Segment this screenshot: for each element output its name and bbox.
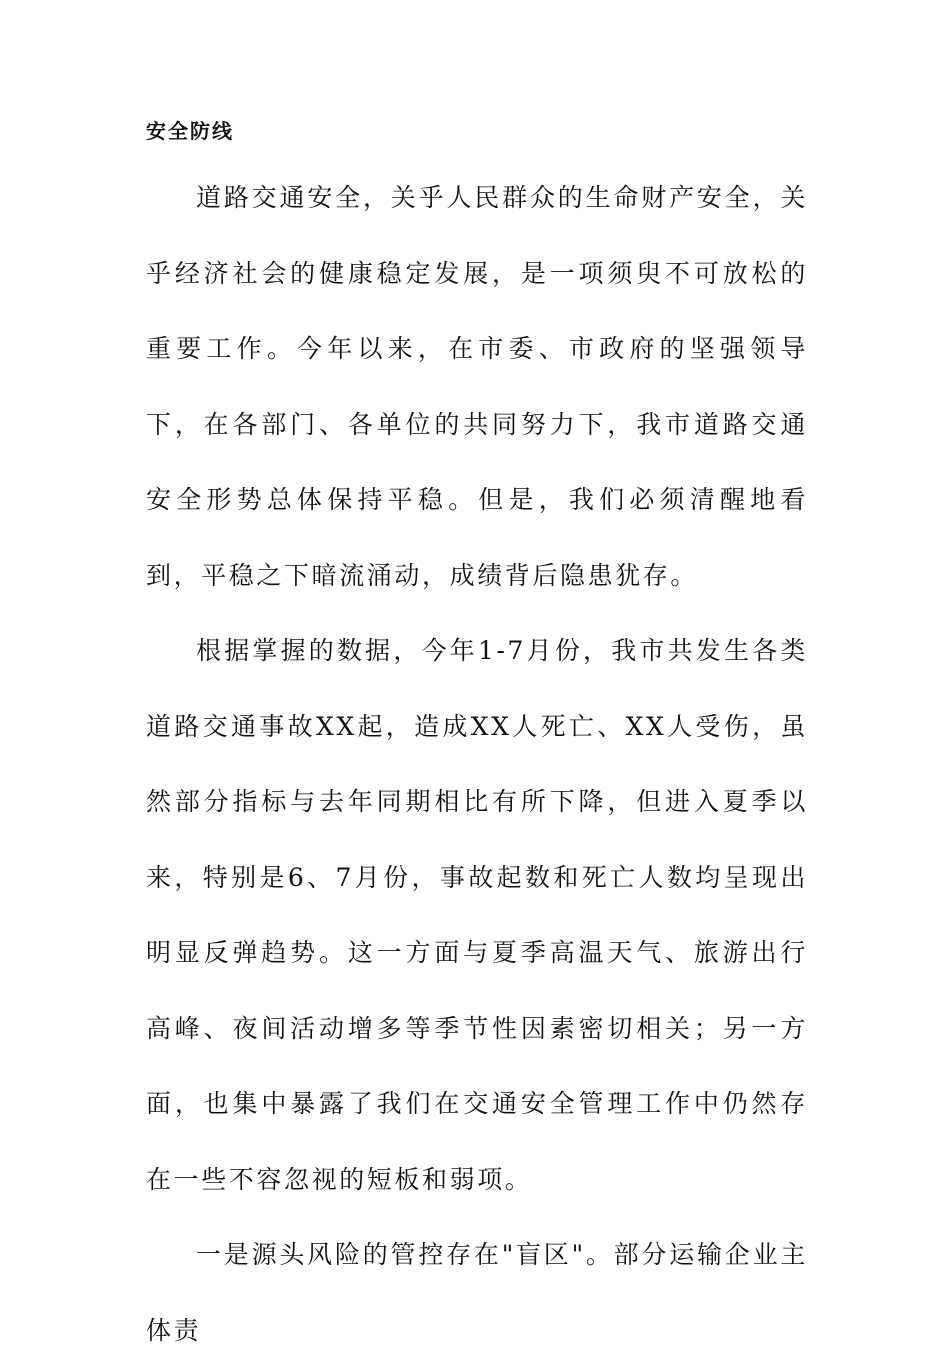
paragraph: 一是源头风险的管控存在"盲区"。部分运输企业主体责 xyxy=(146,1240,808,1345)
document-title: 安全防线 xyxy=(146,119,234,143)
document-body xyxy=(146,160,808,1368)
paragraph: 道路交通安全，关乎人民群众的生命财产安全，关乎经济社会的健康稳定发展，是一项须臾不可放松的重要工作。今年以来，在市委、市政府的坚强领导下，在各部门、各单位的共同努力下，我市道路交通安全形势总体保持平稳。但是，我们必须清醒地看到，平稳之下暗流涌动，成绩背后隐患犹存。 xyxy=(146,183,808,590)
paragraph: 根据掌握的数据，今年1-7月份，我市共发生各类道路交通事故XX起，造成XX人死亡、XX人受伤，虽然部分指标与去年同期相比有所下降，但进入夏季以来，特别是6、7月份，事故起数和死亡人数均呈现出明显反弹趋势。这一方面与夏季高温天气、旅游出行高峰、夜间活动增多等季节性因素密切相关；另一方面，也集中暴露了我们在交通安全管理工作中仍然存在一些不容忽视的短板和弱项。 xyxy=(146,636,808,1194)
